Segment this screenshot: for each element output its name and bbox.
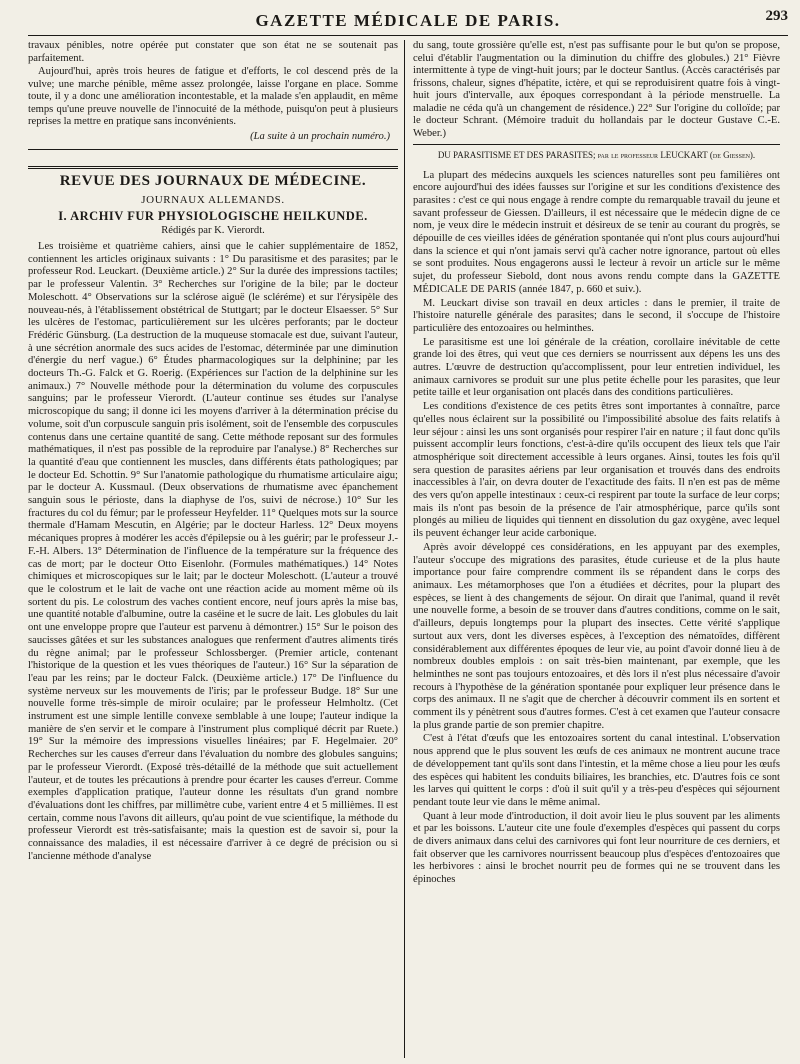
- article-paragraph: Le parasitisme est une loi générale de la création, corollaire inévitable de cette grande loi des êtres, qui veut que ces derniers se nourrissent aux dépens les uns des autres. L'œuvre de destruction qu'accomplissent, pour leur entretien individuel, les animaux carnivores se produit sur une plus petite échelle pour les parasites, que leur petite taille et leur organisation ont placés dans des conditions particulières.: [413, 336, 780, 399]
- page-number: 293: [765, 8, 788, 24]
- intro-paragraph: Aujourd'hui, après trois heures de fatigue et d'efforts, le col descend près de la vulve; une marche pénible, même assez prolongée, laisse l'organe en place. Somme toute, il y a donc une amélioration incontestable, et la malade s'en applaudit, en même temps qu'une preuve nouvelle de l'innocuité de la méthode, puisqu'on peut à plusieurs reprises la mettre en pratique sans inconvénients.: [28, 66, 398, 127]
- double-divider: [28, 166, 398, 169]
- editor-line: Rédigés par K. Vierordt.: [161, 224, 265, 236]
- right-column: [404, 40, 780, 1058]
- article-paragraph: Après avoir développé ces considérations, en les appuyant par des exemples, l'auteur s'occupe des migrations des parasites, étude curieuse et de la plus haute importance pour faire comprendre comment ils se répandent dans le corps des animaux. Les métamorphoses que l'on a étudiées et décrites, pour la plupart des espèces, se lient à des changements de séjour. On dirait que l'animal, quand il revêt une nouvelle forme, a besoin de se trouver dans d'autres conditions, comme on le sait, d'ailleurs, depuis longtemps pour la plupart des insectes. Cette vérité s'applique surtout aux vers, dont les diverses espèces, à l'exception des nématoïdes, diffèrent considérablement aux différentes époques de leur vie, au point d'avoir donné lieu à de nombreux doubles emplois : on sait très-bien maintenant, par exemple, que les helminthes ne sont pas toujours entozoaires, et dès lors il n'est plus nécessaire d'avoir recours à l'hypothèse de la génération spontanée pour expliquer leur présence dans le corps des animaux. Il ne s'agit que de chercher à découvrir comment ils en sortent et comment ils y pénètrent sous d'autres formes. C'est à cet examen que l'auteur consacre la plus grande partie de son premier chapitre.: [413, 541, 780, 731]
- intro-paragraph: travaux pénibles, notre opérée put constater que son état ne se soutenait pas parfaitement.: [28, 40, 398, 64]
- article-paragraph: C'est à l'état d'œufs que les entozoaires sortent du canal intestinal. L'observation nous apprend que le plus souvent les œufs de ces animaux ne montrent aucune trace de développement tant qu'ils sont dans l'intestin, et la même chose a lieu pour les œufs des espèces qui habitent les conduits biliaires, les branchies, etc. D'autres fois ce sont les larves qui quittent le corps : d'où il suit qu'il y a très-peu d'espèces qui séjournent pendant toute leur vie dans le même animal.: [413, 733, 780, 808]
- continued-paragraph: du sang, toute grossière qu'elle est, n'est pas suffisante pour le but qu'on se propose, celui d'établir l'augmentation ou la diminution du chiffre des globules.) 21° Fièvre intermittente à type de vingt-huit jours; par le docteur Santlus. (Accès caractérisés par frissons, chaleur, signes d'hépatite, ictère, et qui se reproduisirent quatre fois à vingt-huit jours d'intervalle, aux époques correspondant à la période menstruelle. La maladie ne céda qu'à un changement de résidence.) 22° Sur l'origine du colloïde; par le docteur Schrant. (Mémoire traduit du hollandais par le docteur Gustave C.-E. Weber.): [413, 40, 780, 139]
- article-heading: DU PARASITISME ET DES PARASITES; par le professeur LEUCKART (de Giessen).: [437, 150, 756, 160]
- continued-note: (La suite à un prochain numéro.): [250, 130, 390, 142]
- divider: [28, 149, 398, 150]
- two-column-body: [28, 40, 788, 1058]
- journal-title: GAZETTE MÉDICALE DE PARIS.: [255, 11, 561, 30]
- left-column: [28, 40, 404, 1058]
- article-paragraph: M. Leuckart divise son travail en deux articles : dans le premier, il traite de l'histoire naturelle générale des parasites; dans le second, il s'occupe de l'histoire particulière des entozoaires ou helminthes.: [413, 297, 780, 334]
- article-paragraph: Les conditions d'existence de ces petits êtres sont importantes à connaître, parce qu'elles nous éclairent sur la possibilité ou l'impossibilité absolue des faits relatifs à leur séjour : ainsi les uns sont organisés pour respirer l'air en nature ; il faut donc qu'ils puissent accomplir leurs fonctions, c'est-à-dire qu'ils occupent des lieux tels que l'air atmosphérique soit directement accessible à leurs organes. Ainsi, toutes les fois qu'il sera question de parasites aériens par leur organisation et trouvés dans des endroits inaccessibles à l'air, on devra douter de l'exactitude des faits. Il n'en est pas de même des vers qu'on appelle intestinaux : ceux-ci respirent par toute la surface de leur corps; mais ils n'ont pas besoin de la présence de l'air atmosphérique, parce qu'ils sont plongés au milieu de liquides qui tiennent en dissolution du gaz oxygène, avec lequel ils peuvent échanger leur acide carbonique.: [413, 401, 780, 540]
- section-title: REVUE DES JOURNAUX DE MÉDECINE.: [59, 173, 367, 189]
- page-header: [28, 8, 788, 36]
- subsection-title: JOURNAUX ALLEMANDS.: [141, 193, 285, 206]
- article-body: Les troisième et quatrième cahiers, ainsi que le cahier supplémentaire de 1852, contiennent les articles originaux suivants : 1° Du parasitisme et des parasites; par le professeur Rod. Leuckart. (Deuxième article.) 2° Sur la durée des impressions tactiles; par le professeur Valentin. 3° Recherches sur l'origine de la bile; par le docteur Moleschott. 4° Observations sur la sclérose aiguë (le scléréme) et sur l'érysipèle des nouveau-nés, à l'établissement obstétrical de Stuttgart; par le docteur Elsaesser. 5° Sur les ulcères de l'estomac, particulièrement sur les ulcères perforants; par le docteur Frédéric Günsburg. (La destruction de la muqueuse stomacale est due, suivant l'auteur, à une sécrétion anormale des sucs acides de l'estomac, déterminée par une diminution d'énergie du nerf vague.) 6° Études pharmacologiques sur la delphinine; par les docteurs Th.-G. Falck et G. Roerig. (Expériences sur l'action de la delphinine sur les animaux.) 7° Nouvelle méthode pour la détermination du volume des corpuscules sanguins; par le professeur Vierordt. (L'auteur continue ses études sur l'analyse microscopique du sang; il donne ici les moyens d'arriver à la détermination précise du volume, soit d'un corpuscule sanguin pris isolément, soit de l'ensemble des corpuscules contenus dans une certaine quantité de sang. Cette méthode reposant sur des formules mathématiques, il n'est pas possible de la reproduire par l'analyse.) 8° Recherches sur la quantité d'eau que contiennent les muscles, dans différents états pathologiques; par le docteur Ed. Schottin. 9° Sur l'anatomie pathologique du rhumatisme articulaire aigu; par le docteur A. Kussmaul. (Deux observations de rhumatisme avec épanchement sanguin sous le périoste, dans la diaphyse de l'os, suivi de nécrose.) 10° Sur les fractures du col du fémur; par le professeur Heyfelder. 11° Quelques mots sur la source thermale d'Hamam Mescutin, en Algérie; par le docteur Harless. 12° Deux moyens mécaniques propres à modérer les accès d'épilepsie ou à les guérir; par le professeur J.-F.-H. Albers. 13° Détermination de l'influence de la température sur la fréquence des cas de mort; par le docteur Otto Eisenlohr. (Formules mathématiques.) 14° Notes chimiques et microscopiques sur le lait; par le docteur Moleschott. (L'auteur a trouvé que le colostrum et le lait de vache ont une réaction acide au moment même où ils sortent du pis. Le colostrum des vaches contient encore, neuf jours après la mise bas, une quantité notable d'albumine, outre la caséine et le sucre de lait. Les globules du lait ont une enveloppe propre que l'auteur est parvenu à démontrer.) 15° Sur le poison des saucisses gâtées et sur les substances analogues que renferment d'autres aliments tirés du règne animal; par le professeur Schlossberger. (Premier article, contenant l'historique de la question et les vues théoriques de l'auteur.) 16° Sur la séparation de l'eau par les reins; par le docteur Falck. (Deuxième article.) 17° De l'influence du système nerveux sur les mouvements de l'iris; par le professeur Budge. 18° Sur une nouvelle forme très-simple de miroir oculaire; par le professeur Helmholtz. (Cet instrument est une simple lentille convexe semblable à une loupe; l'auteur indique la manière de s'en servir et le compare à l'instrument plus compliqué décrit par Ruete.) 19° Sur la mémoire des impressions visuelles linéaires; par F. Hegelmaier. 20° Recherches sur les causes d'erreur dans l'évaluation du nombre des globules sanguins; par le professeur Vierordt. (Exposé très-détaillé de la méthode que suit actuellement l'auteur, et de toutes les précautions à prendre pour écarter les causes d'erreur. Comme exemples d'application pratique, l'auteur donne les résultats d'un grand nombre d'évaluations dont les chiffres, par millimètre cube, varient entre 4 et 5 millièmes. Il est certain, comme nous l'avons dit ailleurs, qu'au point de vue scientifique, la méthode du professeur Vierordt est très-satisfaisante; mais la question est de savoir si, pour la connaissance des maladies, il est nécessaire d'arriver à ce degré de précision ou si l'ancienne méthode d'analyse: [28, 241, 398, 862]
- article-paragraph: La plupart des médecins auxquels les sciences naturelles sont peu familières ont encore aujourd'hui des idées fausses sur l'origine et sur les conditions d'existence des parasites : c'est ce qui nous engage à rendre compte du remarquable travail du jeune et savant professeur de Giessen. D'ailleurs, il est nécessaire que le médecin digne de ce nom, je veux dire le médecin instruit et désireux de se tenir au courant du progrès, se dépouille de ces vieilles idées de génération spontanée qui n'ont plus cours aujourd'hui dans la science et qui n'ont jamais servi qu'à cacher notre ignorance, partout où elles se sont produites. Nous engagerons aussi le lecteur à revoir un article sur le même sujet, du professeur Siebold, dont nous avons rendu compte dans la GAZETTE MÉDICALE DE PARIS (année 1847, p. 660 et suiv.).: [413, 169, 780, 295]
- journal-name: I. ARCHIV FUR PHYSIOLOGISCHE HEILKUNDE.: [58, 209, 368, 223]
- divider: [413, 144, 780, 145]
- newspaper-page: [28, 8, 788, 1058]
- article-paragraph: Quant à leur mode d'introduction, il doit avoir lieu le plus souvent par les aliments et par les boissons. L'auteur cite une foule d'exemples d'espèces qui passent du corps de divers animaux dans celui des carnivores qui font leur nourriture de ces derniers, et fait observer que les carnivores nourrissent beaucoup plus d'espèces d'entozoaires que les herbivores : ainsi le brochet nourrit peu de formes qui ne se trouvent dans les épinoches: [413, 810, 780, 886]
